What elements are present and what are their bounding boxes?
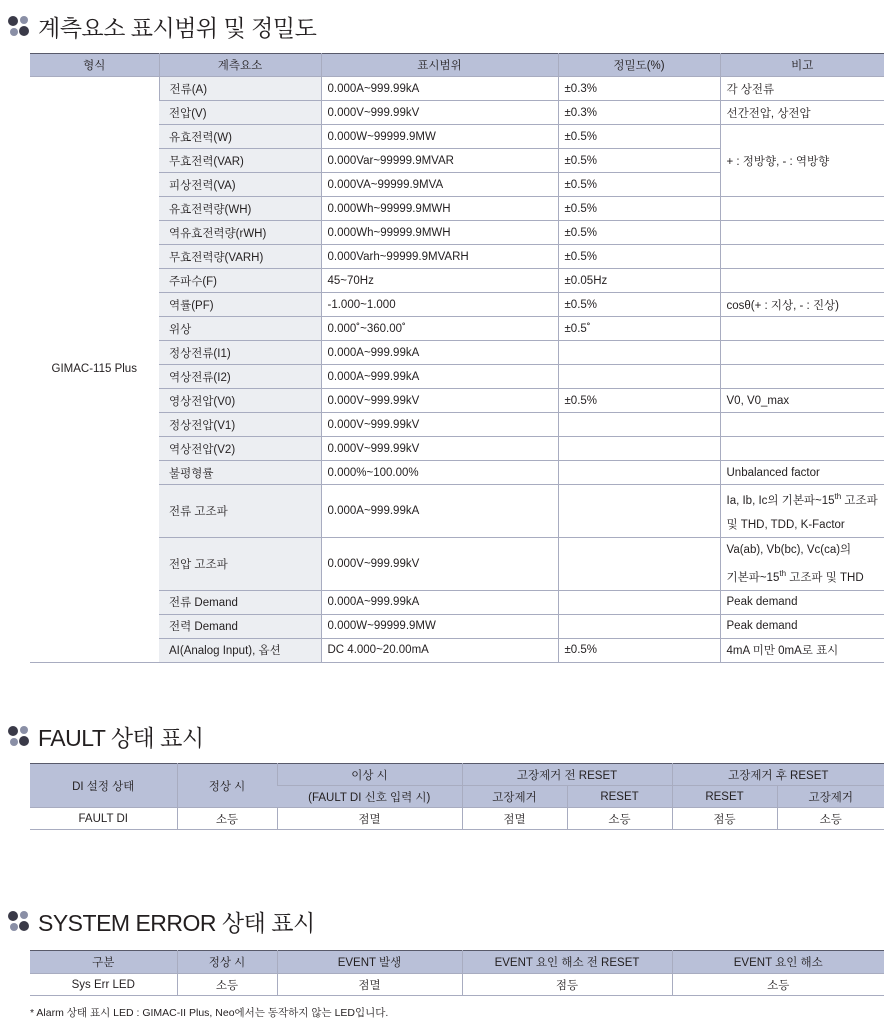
element-cell: 정상전류(I1): [159, 341, 321, 365]
remark-cell: [720, 221, 884, 245]
range-cell: 0.000A~999.99kA: [321, 77, 558, 101]
range-cell: 0.000V~999.99kV: [321, 437, 558, 461]
remark-cell: 4mA 미만 0mA로 표시: [720, 638, 884, 662]
header-cell: EVENT 발생: [277, 951, 462, 974]
element-cell: 불평형률: [159, 461, 321, 485]
table-row: [30, 77, 884, 101]
precision-cell: [558, 365, 720, 389]
table-row: [30, 974, 884, 996]
fault-status-table: [30, 763, 884, 830]
table-header-row: [30, 951, 884, 974]
remark-text: 기본파~15: [726, 571, 780, 584]
remark-cell: [720, 437, 884, 461]
table-row: [30, 341, 884, 365]
table-header-row: [30, 764, 884, 786]
range-cell: 0.000A~999.99kA: [321, 365, 558, 389]
header-cell: 정상 시: [177, 764, 277, 808]
element-cell: 전압(V): [159, 101, 321, 125]
table-row: [30, 293, 884, 317]
table-cell: 소등: [777, 808, 884, 830]
precision-cell: ±0.5˚: [558, 317, 720, 341]
remark-cell: Peak demand: [720, 590, 884, 614]
header-cell: (FAULT DI 신호 입력 시): [277, 786, 462, 808]
range-cell: 0.000˚~360.00˚: [321, 317, 558, 341]
header-cell: 계측요소: [159, 54, 321, 77]
precision-cell: [558, 614, 720, 638]
precision-cell: ±0.3%: [558, 77, 720, 101]
table-cell: 점멸: [277, 974, 462, 996]
element-cell: 정상전압(V1): [159, 413, 321, 437]
precision-cell: [558, 461, 720, 485]
header-cell: 표시범위: [321, 54, 558, 77]
header-cell: EVENT 요인 해소 전 RESET: [462, 951, 672, 974]
remark-superscript: th: [834, 492, 842, 501]
range-cell: DC 4.000~20.00mA: [321, 638, 558, 662]
header-cell: 형식: [30, 54, 159, 77]
precision-cell: ±0.5%: [558, 245, 720, 269]
range-cell: 0.000Wh~99999.9MWH: [321, 221, 558, 245]
table-cell: 소등: [177, 808, 277, 830]
header-cell: 정상 시: [177, 951, 277, 974]
range-cell: 0.000W~99999.9MW: [321, 614, 558, 638]
table-row: [30, 437, 884, 461]
remark-cell: [720, 365, 884, 389]
element-cell: 전력 Demand: [159, 614, 321, 638]
remark-cell: [720, 197, 884, 221]
section-title-text: SYSTEM ERROR 상태 표시: [38, 909, 315, 936]
model-cell: GIMAC-115 Plus: [30, 77, 159, 663]
header-cell: 고장제거 후 RESET: [672, 764, 884, 786]
remark-cell: [720, 341, 884, 365]
range-cell: 45~70Hz: [321, 269, 558, 293]
element-cell: 전류 Demand: [159, 590, 321, 614]
table-row: [30, 221, 884, 245]
table-row: [30, 269, 884, 293]
range-cell: 0.000V~999.99kV: [321, 413, 558, 437]
range-cell: 0.000W~99999.9MW: [321, 125, 558, 149]
header-cell: RESET: [567, 786, 672, 808]
header-cell: 고장제거: [462, 786, 567, 808]
table-row: [30, 485, 884, 538]
remark-cell-voltage-harmonic: [720, 537, 884, 590]
table-cell: 소등: [567, 808, 672, 830]
element-cell: AI(Analog Input), 옵션: [159, 638, 321, 662]
element-cell: 무효전력량(VARH): [159, 245, 321, 269]
element-cell: 주파수(F): [159, 269, 321, 293]
precision-cell: [558, 537, 720, 590]
range-cell: 0.000A~999.99kA: [321, 341, 558, 365]
table-row: [30, 365, 884, 389]
remark-cell: Peak demand: [720, 614, 884, 638]
table-row: [30, 317, 884, 341]
section-bullet-icon: [6, 723, 32, 749]
table-row: [30, 461, 884, 485]
precision-cell: ±0.5%: [558, 293, 720, 317]
range-cell: -1.000~1.000: [321, 293, 558, 317]
remark-cell: [720, 317, 884, 341]
table-cell: 점등: [672, 808, 777, 830]
remark-cell: cosθ(+ : 지상, - : 진상): [720, 293, 884, 317]
footnote: * Alarm 상태 표시 LED : GIMAC-II Plus, Neo에서는 동작하지 않는 LED입니다.: [30, 1007, 389, 1019]
remark-cell: [720, 269, 884, 293]
measurement-table: [30, 53, 884, 663]
element-cell: 유효전력량(WH): [159, 197, 321, 221]
precision-cell: ±0.5%: [558, 221, 720, 245]
element-cell: 전류(A): [159, 77, 321, 101]
remark-superscript: th: [779, 568, 787, 578]
header-cell: 이상 시: [277, 764, 462, 786]
precision-cell: ±0.5%: [558, 197, 720, 221]
element-cell: 전압 고조파: [159, 537, 321, 590]
section-title-measurement: [6, 8, 316, 44]
element-cell: 영상전압(V0): [159, 389, 321, 413]
element-cell: 전류 고조파: [159, 485, 321, 538]
table-row: [30, 808, 884, 830]
precision-cell: ±0.5%: [558, 125, 720, 149]
range-cell: 0.000V~999.99kV: [321, 101, 558, 125]
header-cell: 구분: [30, 951, 177, 974]
precision-cell: ±0.5%: [558, 149, 720, 173]
table-row: [30, 638, 884, 662]
header-cell: 정밀도(%): [558, 54, 720, 77]
header-cell: 고장제거: [777, 786, 884, 808]
element-cell: 유효전력(W): [159, 125, 321, 149]
element-cell: 무효전력(VAR): [159, 149, 321, 173]
precision-cell: [558, 485, 720, 538]
section-bullet-icon: [6, 13, 32, 39]
remark-cell: 선간전압, 상전압: [720, 101, 884, 125]
remark-cell: Unbalanced factor: [720, 461, 884, 485]
range-cell: 0.000V~999.99kV: [321, 389, 558, 413]
remark-text: 고조파 및 THD: [786, 571, 864, 584]
remark-cell-current-harmonic: [720, 485, 884, 538]
precision-cell: [558, 413, 720, 437]
range-cell: 0.000%~100.00%: [321, 461, 558, 485]
range-cell: 0.000Varh~99999.9MVARH: [321, 245, 558, 269]
header-cell: 고장제거 전 RESET: [462, 764, 672, 786]
precision-cell: ±0.5%: [558, 173, 720, 197]
range-cell: 0.000Wh~99999.9MWH: [321, 197, 558, 221]
remark-text: 및 THD, TDD, K-Factor: [726, 518, 845, 531]
element-cell: 피상전력(VA): [159, 173, 321, 197]
precision-cell: ±0.3%: [558, 101, 720, 125]
table-row: [30, 537, 884, 590]
remark-cell: [720, 245, 884, 269]
table-row: [30, 614, 884, 638]
table-row: [30, 413, 884, 437]
table-row: [30, 389, 884, 413]
table-cell: 점멸: [277, 808, 462, 830]
element-cell: 역률(PF): [159, 293, 321, 317]
table-cell: 점등: [462, 974, 672, 996]
section-title-text: FAULT 상태 표시: [38, 724, 204, 751]
table-header-row: [30, 54, 884, 77]
table-row: [30, 125, 884, 149]
table-cell: 소등: [177, 974, 277, 996]
range-cell: 0.000A~999.99kA: [321, 590, 558, 614]
precision-cell: [558, 437, 720, 461]
header-cell: DI 설정 상태: [30, 764, 177, 808]
precision-cell: [558, 341, 720, 365]
table-row: [30, 590, 884, 614]
system-error-table: [30, 950, 884, 996]
element-cell: 위상: [159, 317, 321, 341]
header-cell: 비고: [720, 54, 884, 77]
table-row: [30, 197, 884, 221]
header-cell: RESET: [672, 786, 777, 808]
table-cell: 점멸: [462, 808, 567, 830]
precision-cell: ±0.5%: [558, 638, 720, 662]
element-cell: 역유효전력량(rWH): [159, 221, 321, 245]
header-cell: EVENT 요인 해소: [672, 951, 884, 974]
range-cell: 0.000V~999.99kV: [321, 537, 558, 590]
precision-cell: ±0.05Hz: [558, 269, 720, 293]
remark-cell: 각 상전류: [720, 77, 884, 101]
section-bullet-icon: [6, 908, 32, 934]
table-cell: 소등: [672, 974, 884, 996]
range-cell: 0.000VA~99999.9MVA: [321, 173, 558, 197]
table-cell: FAULT DI: [30, 808, 177, 830]
remark-text: Ia, Ib, Ic의 기본파~15: [726, 494, 835, 507]
remark-cell: [720, 413, 884, 437]
element-cell: 역상전압(V2): [159, 437, 321, 461]
range-cell: 0.000A~999.99kA: [321, 485, 558, 538]
table-cell: Sys Err LED: [30, 974, 177, 996]
precision-cell: ±0.5%: [558, 389, 720, 413]
remark-text: 고조파: [841, 494, 878, 507]
remark-text: Va(ab), Vb(bc), Vc(ca)의: [726, 543, 852, 556]
precision-cell: [558, 590, 720, 614]
section-title-text: 계측요소 표시범위 및 정밀도: [38, 14, 317, 41]
remark-cell: V0, V0_max: [720, 389, 884, 413]
table-row: [30, 101, 884, 125]
section-title-fault: [6, 718, 204, 754]
remark-cell: + : 정방향, - : 역방향: [720, 125, 884, 197]
section-title-system-error: [6, 903, 315, 939]
element-cell: 역상전류(I2): [159, 365, 321, 389]
range-cell: 0.000Var~99999.9MVAR: [321, 149, 558, 173]
table-row: [30, 245, 884, 269]
